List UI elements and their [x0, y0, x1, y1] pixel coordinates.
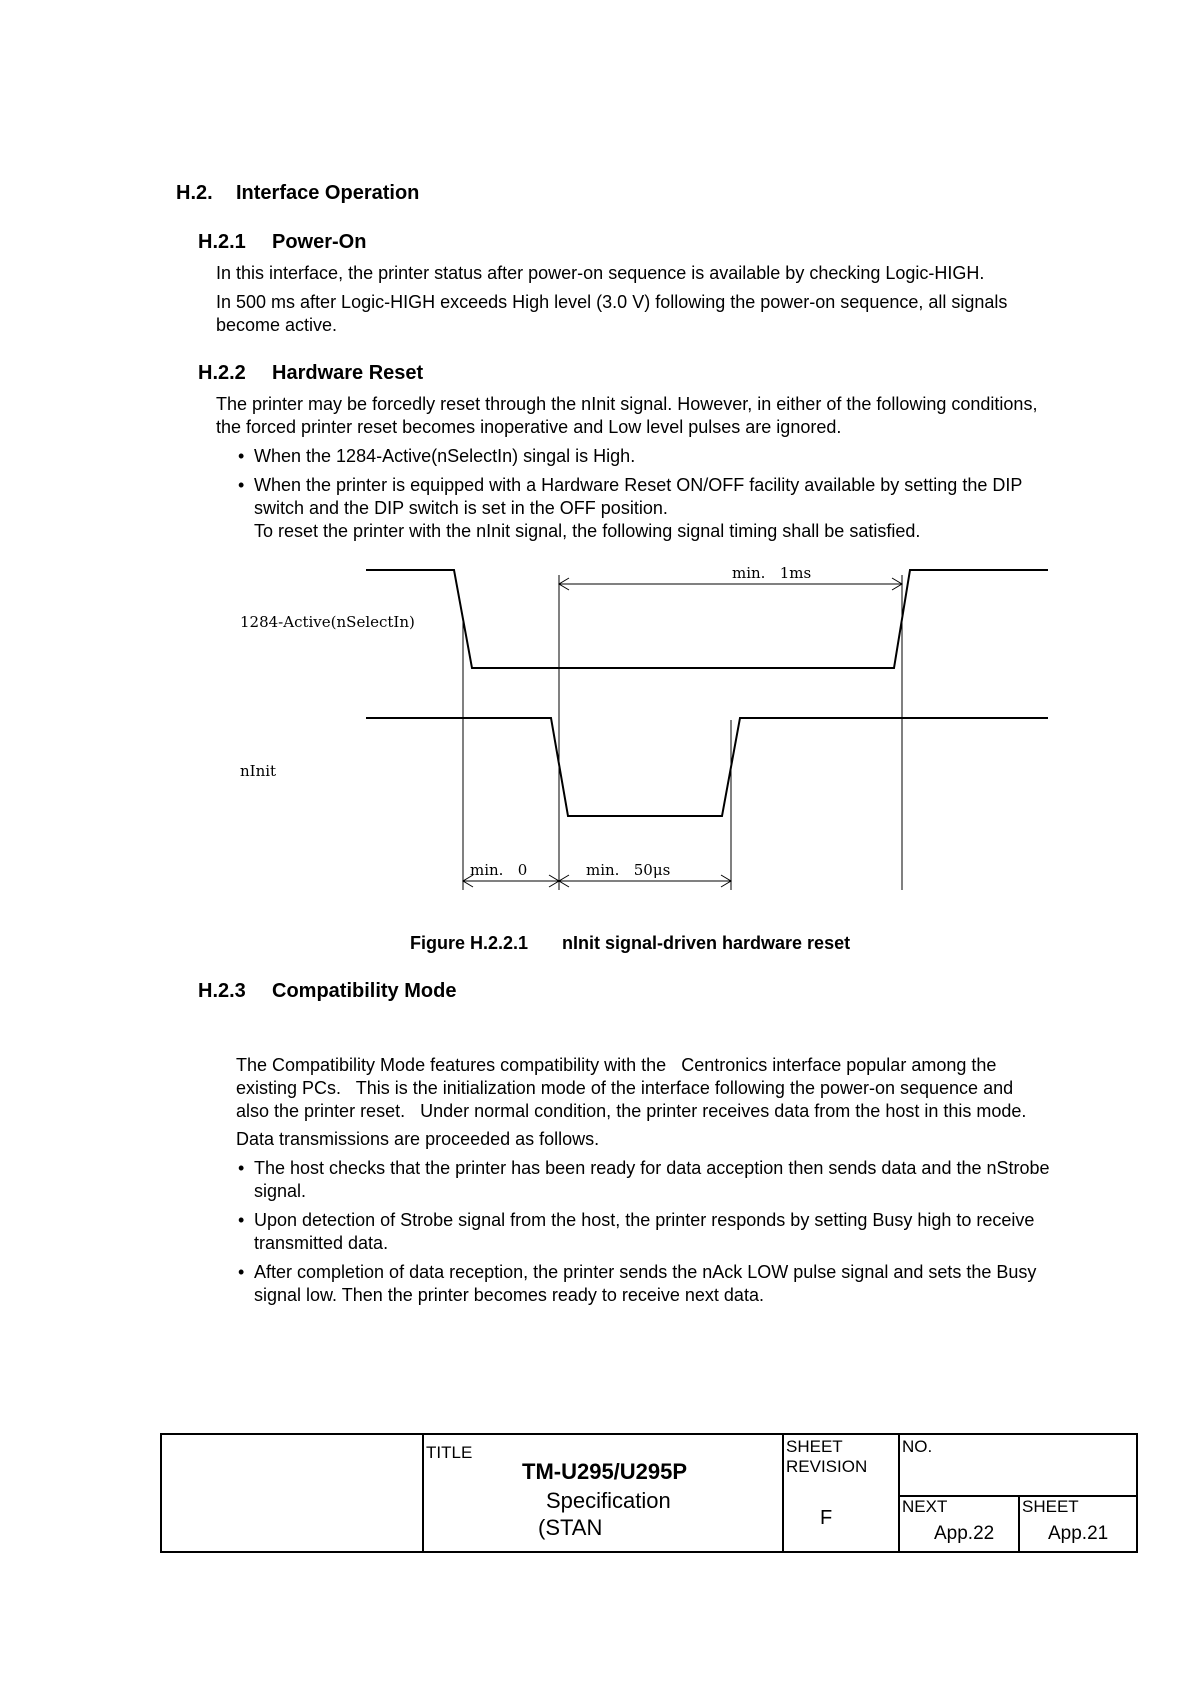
section-title: Interface Operation — [236, 182, 420, 204]
dimension-label-top: min. 1ms — [732, 564, 812, 582]
bullet-mark: • — [238, 1158, 245, 1178]
bullet-mark: • — [238, 1210, 245, 1230]
revision-value: F — [820, 1507, 833, 1529]
subsection-title: Power-On — [272, 231, 367, 253]
waveform-1284-active — [366, 570, 1048, 668]
title-line-2: Specification — [546, 1488, 671, 1513]
hw-reset-bullet-2b: switch and the DIP switch is set in the OFF position. — [254, 498, 668, 518]
revision-label: REVISION — [786, 1457, 868, 1476]
hw-reset-bullet-1 — [238, 445, 636, 468]
subsection-heading-power-on — [198, 231, 366, 254]
subsection-number: H.2.2 — [198, 362, 246, 384]
signal-label-1284-active: 1284-Active(nSelectIn) — [240, 613, 415, 631]
no-label: NO. — [902, 1437, 933, 1456]
power-on-paragraph-2b: become active. — [216, 315, 338, 335]
subsection-heading-compatibility — [198, 980, 456, 1003]
title-label: TITLE — [426, 1443, 473, 1462]
title-model: TM-U295/U295P — [522, 1459, 688, 1484]
compat-paragraph-2: Data transmissions are proceeded as follows. — [236, 1129, 600, 1149]
bullet-text: When the printer is equipped with a Hardware Reset ON/OFF facility available by setting the DIP — [254, 475, 1023, 495]
compat-bullet-2 — [238, 1209, 1035, 1232]
dimension-label-bottom-left: min. 0 — [470, 861, 528, 879]
compat-bullet-1 — [238, 1157, 1050, 1180]
sheet-label: SHEET — [786, 1437, 843, 1456]
figure-caption — [410, 933, 850, 954]
hw-reset-paragraph-1b: the forced printer reset becomes inoperative and Low level pulses are ignored. — [216, 417, 842, 437]
compat-paragraph-1b: existing PCs. This is the initialization mode of the interface following the power-on sequence and — [236, 1078, 1014, 1098]
compat-bullet-2b: transmitted data. — [254, 1233, 389, 1253]
subsection-number: H.2.3 — [198, 980, 246, 1002]
figure-number: Figure H.2.2.1 — [410, 933, 529, 953]
title-block-divider — [1018, 1495, 1020, 1551]
compat-paragraph-1c: also the printer reset. Under normal condition, the printer receives data from the host in this mode. — [236, 1101, 1027, 1121]
next-value: App.22 — [934, 1523, 995, 1544]
compat-paragraph-1a: The Compatibility Mode features compatibility with the Centronics interface popular among the — [236, 1055, 997, 1075]
dimension-label-bottom-right: min. 50μs — [586, 861, 671, 879]
section-number: H.2. — [176, 182, 213, 204]
subsection-number: H.2.1 — [198, 231, 246, 253]
signal-label-ninit: nInit — [240, 762, 277, 780]
power-on-paragraph-1: In this interface, the printer status after power-on sequence is available by checking Logic-HIGH. — [216, 263, 985, 283]
title-line-3: (STAN — [538, 1515, 603, 1540]
subsection-title: Compatibility Mode — [272, 980, 457, 1002]
timing-diagram — [0, 555, 1190, 905]
subsection-heading-hardware-reset — [198, 362, 423, 385]
title-block-divider — [422, 1435, 424, 1551]
compat-bullet-1b: signal. — [254, 1181, 307, 1201]
bullet-text: When the 1284-Active(nSelectIn) singal is High. — [254, 446, 636, 466]
title-block-divider — [898, 1435, 900, 1551]
section-heading — [176, 182, 419, 205]
hw-reset-bullet-2 — [238, 474, 1023, 497]
bullet-text: After completion of data reception, the printer sends the nAck LOW pulse signal and sets the Busy — [254, 1262, 1037, 1282]
sheet-number-label: SHEET — [1022, 1497, 1079, 1516]
bullet-mark: • — [238, 1262, 245, 1282]
hw-reset-paragraph-1a: The printer may be forcedly reset through the nInit signal. However, in either of the following conditions, — [216, 394, 1038, 414]
hw-reset-bullet-2c: To reset the printer with the nInit signal, the following signal timing shall be satisfied. — [254, 521, 921, 541]
subsection-title: Hardware Reset — [272, 362, 424, 384]
bullet-mark: • — [238, 475, 245, 495]
bullet-text: Upon detection of Strobe signal from the host, the printer responds by setting Busy high to receive — [254, 1210, 1035, 1230]
title-block-divider — [782, 1435, 784, 1551]
figure-title: nInit signal-driven hardware reset — [562, 933, 851, 953]
sheet-number-value: App.21 — [1048, 1523, 1109, 1544]
next-label: NEXT — [902, 1497, 948, 1516]
waveform-ninit — [366, 718, 1048, 816]
bullet-mark: • — [238, 446, 245, 466]
title-block — [160, 1433, 1138, 1553]
power-on-paragraph-2a: In 500 ms after Logic-HIGH exceeds High level (3.0 V) following the power-on sequence, all signals — [216, 292, 1008, 312]
compat-bullet-3b: signal low. Then the printer becomes ready to receive next data. — [254, 1285, 764, 1305]
compat-bullet-3 — [238, 1261, 1037, 1284]
bullet-text: The host checks that the printer has been ready for data acception then sends data and the nStrobe — [254, 1158, 1050, 1178]
